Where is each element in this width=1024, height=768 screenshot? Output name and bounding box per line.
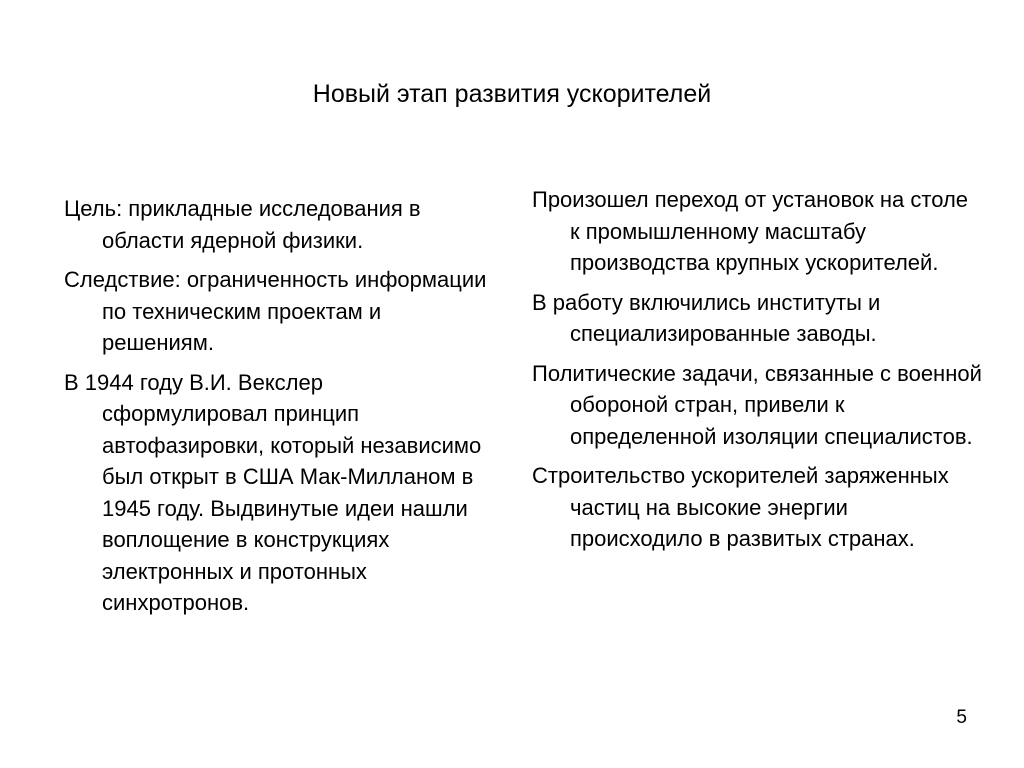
- right-paragraph-construction: Строительство ускорителей заряженных частиц на высокие энергии происходило в развитых странах.: [532, 463, 949, 551]
- right-column: [532, 184, 982, 563]
- right-paragraph-institutes: В работу включились институты и специализированные заводы.: [532, 289, 881, 346]
- left-paragraph-consequence: Следствие: ограниченность информации по техническим проектам и решениям.: [64, 267, 487, 355]
- left-column: [64, 193, 494, 627]
- left-paragraph-goal: Цель: прикладные исследования в области ядерной физики.: [64, 196, 421, 253]
- right-paragraph-transition: Произошел переход от установок на столе к промышленному масштабу производства крупных ускорителей.: [532, 187, 969, 275]
- right-paragraph-political: Политические задачи, связанные с военной обороной стран, привели к определенной изоляции специалистов.: [532, 360, 982, 449]
- page-number: 5: [956, 707, 967, 728]
- slide-title: Новый этап развития ускорителей: [312, 80, 712, 108]
- left-paragraph-veksler: В 1944 году В.И. Векслер сформулировал принцип автофазировки, который независимо был открыт в США Мак-Милланом в 1945 году. Выдвинутые идеи нашли воплощение в конструкциях электронных и протонных синхротронов.: [64, 369, 482, 615]
